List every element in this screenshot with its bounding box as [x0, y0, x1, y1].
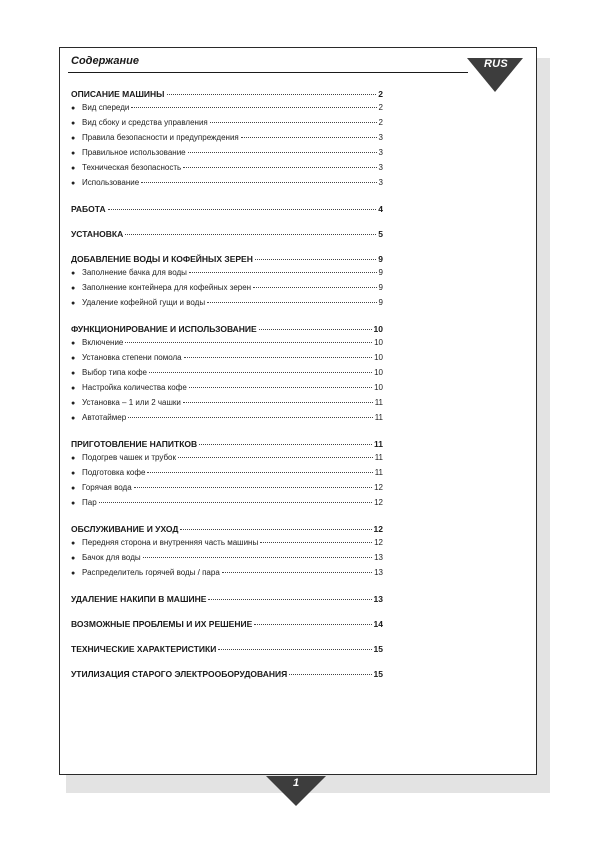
dot-leader: [180, 529, 371, 530]
toc-heading[interactable]: [71, 667, 383, 681]
toc-heading-label: ВОЗМОЖНЫЕ ПРОБЛЕМЫ И ИХ РЕШЕНИЕ: [71, 619, 253, 629]
toc-item-label: Подогрев чашек и трубок: [82, 453, 176, 462]
toc-item[interactable]: [71, 101, 383, 116]
dot-leader: [241, 137, 377, 138]
toc-item-label: Установка степени помола: [82, 353, 182, 362]
toc-heading-label: ДОБАВЛЕНИЕ ВОДЫ И КОФЕЙНЫХ ЗЕРЕН: [71, 254, 253, 264]
toc-page-number: 12: [374, 483, 383, 492]
toc-item[interactable]: [71, 146, 383, 161]
toc-page-number: 10: [373, 324, 383, 334]
toc-page-number: 2: [378, 118, 383, 127]
toc-item[interactable]: [71, 266, 383, 281]
toc-item[interactable]: [71, 496, 383, 511]
toc-item-label: Бачок для воды: [82, 553, 141, 562]
dot-leader: [188, 152, 377, 153]
toc-heading[interactable]: [71, 437, 383, 451]
toc-item-label: Правильное использование: [82, 148, 186, 157]
toc-heading-label: ОПИСАНИЕ МАШИНЫ: [71, 89, 165, 99]
dot-leader: [184, 357, 372, 358]
dot-leader: [189, 387, 372, 388]
toc-item-label: Выбор типа кофе: [82, 368, 147, 377]
toc-section: [71, 592, 383, 606]
toc-heading-label: ФУНКЦИОНИРОВАНИЕ И ИСПОЛЬЗОВАНИЕ: [71, 324, 257, 334]
table-of-contents: [71, 87, 383, 692]
toc-item[interactable]: [71, 411, 383, 426]
toc-page-number: 5: [378, 229, 383, 239]
bullet-icon: ●: [71, 135, 76, 142]
toc-heading[interactable]: [71, 202, 383, 216]
toc-section: [71, 252, 383, 311]
bullet-icon: ●: [71, 370, 76, 377]
dot-leader: [128, 417, 373, 418]
toc-item-label: Распределитель горячей воды / пара: [82, 568, 220, 577]
toc-item[interactable]: [71, 351, 383, 366]
toc-page-number: 10: [374, 368, 383, 377]
toc-section: [71, 522, 383, 581]
toc-page-number: 3: [378, 148, 383, 157]
bullet-icon: ●: [71, 455, 76, 462]
page-title: Содержание: [71, 55, 139, 67]
toc-item[interactable]: [71, 296, 383, 311]
toc-item-label: Горячая вода: [82, 483, 132, 492]
bullet-icon: ●: [71, 120, 76, 127]
toc-item-label: Техническая безопасность: [82, 163, 182, 172]
toc-item[interactable]: [71, 336, 383, 351]
dot-leader: [260, 542, 372, 543]
toc-page-number: 11: [374, 453, 383, 462]
toc-page-number: 9: [378, 268, 383, 277]
toc-item[interactable]: [71, 176, 383, 191]
toc-heading[interactable]: [71, 617, 383, 631]
toc-item[interactable]: [71, 551, 383, 566]
dot-leader: [189, 272, 377, 273]
toc-page-number: 4: [378, 204, 383, 214]
language-label: RUS: [483, 58, 509, 70]
bullet-icon: ●: [71, 385, 76, 392]
toc-section: [71, 642, 383, 656]
dot-leader: [108, 209, 377, 210]
toc-page-number: 13: [374, 568, 383, 577]
dot-leader: [255, 259, 376, 260]
toc-item[interactable]: [71, 161, 383, 176]
bullet-icon: ●: [71, 555, 76, 562]
bullet-icon: ●: [71, 355, 76, 362]
toc-item[interactable]: [71, 536, 383, 551]
toc-item[interactable]: [71, 116, 383, 131]
bullet-icon: ●: [71, 485, 76, 492]
toc-item-label: Автотаймер: [82, 413, 127, 422]
toc-heading-label: ПРИГОТОВЛЕНИЕ НАПИТКОВ: [71, 439, 198, 449]
toc-page-number: 9: [378, 298, 383, 307]
dot-leader: [289, 674, 371, 675]
dot-leader: [207, 302, 376, 303]
toc-item[interactable]: [71, 466, 383, 481]
toc-item-label: Удаление кофейной гущи и воды: [82, 298, 206, 307]
bullet-icon: ●: [71, 285, 76, 292]
dot-leader: [143, 557, 372, 558]
toc-page-number: 3: [378, 133, 383, 142]
toc-item[interactable]: [71, 131, 383, 146]
page-number: 1: [292, 777, 300, 789]
toc-heading[interactable]: [71, 227, 383, 241]
toc-section: [71, 87, 383, 191]
toc-page-number: 12: [374, 538, 383, 547]
toc-item[interactable]: [71, 566, 383, 581]
toc-section: [71, 202, 383, 216]
toc-section: [71, 437, 383, 511]
toc-page-number: 15: [373, 669, 383, 679]
title-divider: [68, 72, 468, 73]
toc-heading[interactable]: [71, 642, 383, 656]
bullet-icon: ●: [71, 150, 76, 157]
bullet-icon: ●: [71, 500, 76, 507]
toc-item[interactable]: [71, 451, 383, 466]
dot-leader: [208, 599, 371, 600]
toc-heading[interactable]: [71, 87, 383, 101]
toc-section: [71, 322, 383, 426]
toc-page-number: 10: [374, 338, 383, 347]
dot-leader: [147, 472, 372, 473]
toc-heading[interactable]: [71, 322, 383, 336]
dot-leader: [141, 182, 376, 183]
toc-page-number: 2: [378, 103, 383, 112]
toc-page-number: 9: [378, 283, 383, 292]
toc-item-label: Правила безопасности и предупреждения: [82, 133, 239, 142]
toc-page-number: 3: [378, 178, 383, 187]
toc-section: [71, 617, 383, 631]
toc-item-label: Подготовка кофе: [82, 468, 146, 477]
toc-page-number: 11: [374, 413, 383, 422]
toc-page-number: 13: [373, 594, 383, 604]
toc-page-number: 3: [378, 163, 383, 172]
toc-item-label: Вид сбоку и средства управления: [82, 118, 208, 127]
dot-leader: [178, 457, 373, 458]
dot-leader: [131, 107, 376, 108]
dot-leader: [199, 444, 372, 445]
toc-heading-label: УСТАНОВКА: [71, 229, 124, 239]
toc-heading[interactable]: [71, 252, 383, 266]
toc-page-number: 15: [373, 644, 383, 654]
toc-page-number: 12: [373, 524, 383, 534]
bullet-icon: ●: [71, 270, 76, 277]
toc-section: [71, 227, 383, 241]
toc-item-label: Настройка количества кофе: [82, 383, 187, 392]
dot-leader: [259, 329, 372, 330]
bullet-icon: ●: [71, 105, 76, 112]
toc-page-number: 10: [374, 353, 383, 362]
toc-heading-label: УТИЛИЗАЦИЯ СТАРОГО ЭЛЕКТРООБОРУДОВАНИЯ: [71, 669, 288, 679]
dot-leader: [134, 487, 372, 488]
bullet-icon: ●: [71, 180, 76, 187]
toc-item-label: Использование: [82, 178, 140, 187]
dot-leader: [149, 372, 372, 373]
bullet-icon: ●: [71, 540, 76, 547]
dot-leader: [253, 287, 376, 288]
bullet-icon: ●: [71, 300, 76, 307]
bullet-icon: ●: [71, 400, 76, 407]
bullet-icon: ●: [71, 415, 76, 422]
dot-leader: [210, 122, 377, 123]
dot-leader: [222, 572, 372, 573]
toc-page-number: 2: [378, 89, 383, 99]
toc-heading-label: УДАЛЕНИЕ НАКИПИ В МАШИНЕ: [71, 594, 207, 604]
toc-page-number: 14: [373, 619, 383, 629]
toc-item-label: Заполнение бачка для воды: [82, 268, 187, 277]
toc-item[interactable]: [71, 281, 383, 296]
toc-heading-label: ТЕХНИЧЕСКИЕ ХАРАКТЕРИСТИКИ: [71, 644, 217, 654]
toc-section: [71, 667, 383, 681]
toc-page-number: 11: [374, 468, 383, 477]
toc-page-number: 11: [374, 439, 383, 449]
toc-item-label: Заполнение контейнера для кофейных зерен: [82, 283, 252, 292]
toc-heading[interactable]: [71, 592, 383, 606]
toc-page-number: 13: [374, 553, 383, 562]
toc-item-label: Включение: [82, 338, 124, 347]
toc-item-label: Пар: [82, 498, 97, 507]
dot-leader: [254, 624, 371, 625]
dot-leader: [125, 234, 376, 235]
bullet-icon: ●: [71, 165, 76, 172]
toc-item-label: Вид спереди: [82, 103, 130, 112]
dot-leader: [183, 402, 373, 403]
toc-heading-label: РАБОТА: [71, 204, 106, 214]
bullet-icon: ●: [71, 470, 76, 477]
toc-item[interactable]: [71, 396, 383, 411]
toc-item-label: Передняя сторона и внутренняя часть машины: [82, 538, 259, 547]
toc-item[interactable]: [71, 366, 383, 381]
dot-leader: [99, 502, 372, 503]
toc-page-number: 9: [378, 254, 383, 264]
bullet-icon: ●: [71, 570, 76, 577]
toc-item-label: Установка – 1 или 2 чашки: [82, 398, 181, 407]
toc-heading[interactable]: [71, 522, 383, 536]
dot-leader: [125, 342, 372, 343]
toc-page-number: 12: [374, 498, 383, 507]
dot-leader: [183, 167, 376, 168]
dot-leader: [167, 94, 377, 95]
toc-page-number: 11: [374, 398, 383, 407]
toc-item[interactable]: [71, 381, 383, 396]
bullet-icon: ●: [71, 340, 76, 347]
toc-item[interactable]: [71, 481, 383, 496]
dot-leader: [218, 649, 371, 650]
toc-heading-label: ОБСЛУЖИВАНИЕ И УХОД: [71, 524, 179, 534]
toc-page-number: 10: [374, 383, 383, 392]
